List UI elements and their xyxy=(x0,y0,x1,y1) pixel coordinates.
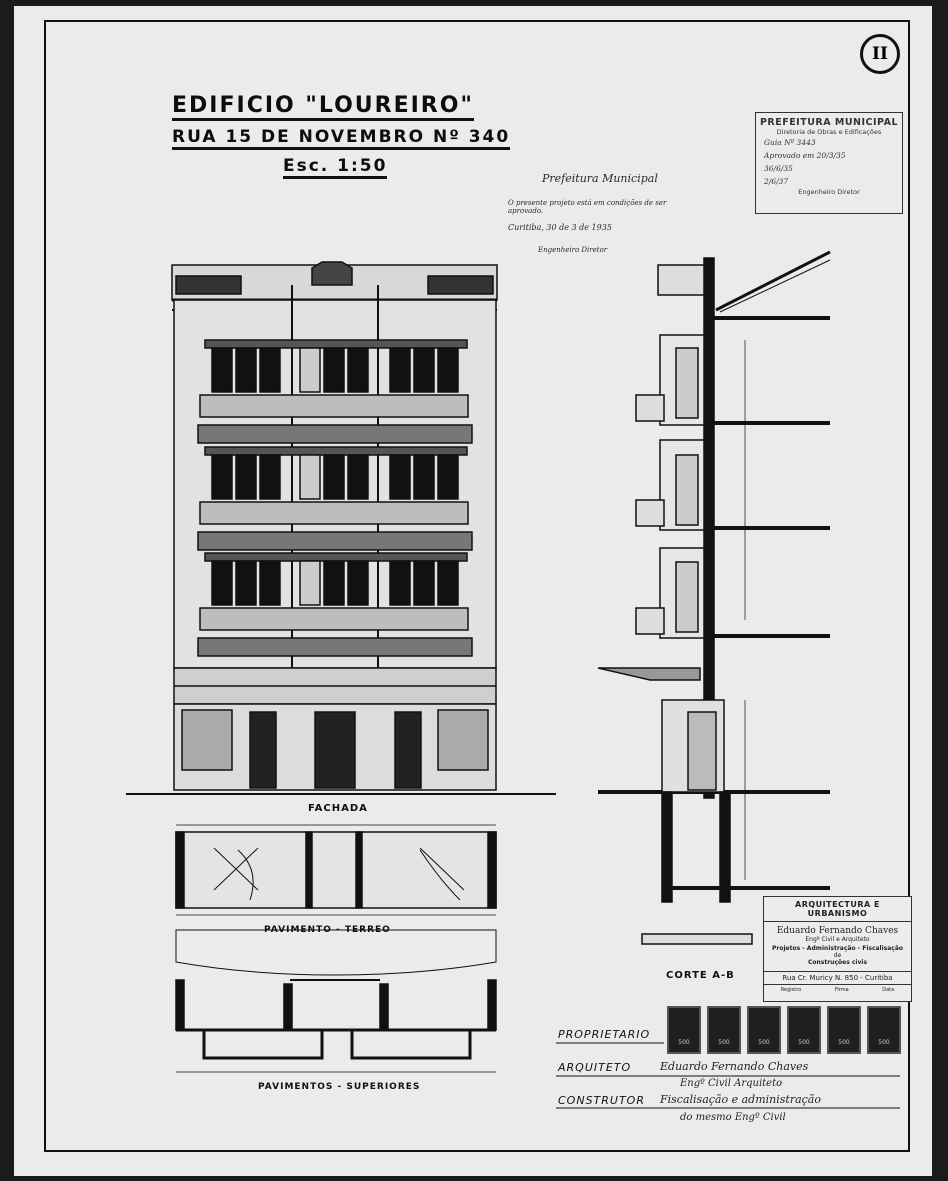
architect-role-label: ARQUITETO xyxy=(558,1061,632,1074)
approval-stamp-text: O presente projeto está em condições de ser aprovado. xyxy=(508,199,667,215)
ground-floor-plan xyxy=(176,825,496,975)
footer-field: Firma xyxy=(834,987,849,993)
tax-stamp: 500 xyxy=(707,1006,741,1054)
facade-elevation xyxy=(126,262,556,794)
floor-3 xyxy=(198,340,472,443)
municipal-stamp-entry: 36/6/35 xyxy=(764,164,793,173)
floor-2 xyxy=(198,447,472,550)
floor-1 xyxy=(198,553,472,656)
footer-field: Registro xyxy=(780,987,802,993)
tax-stamp: 500 xyxy=(827,1006,861,1054)
building-address: RUA 15 DE NOVEMBRO Nº 340 xyxy=(172,127,510,150)
municipal-stamp-entry: Aprovado em 20/3/35 xyxy=(764,151,846,160)
architect-stamp-footer xyxy=(764,984,911,993)
municipal-stamp-signatory: Engenheiro Diretor xyxy=(798,188,860,196)
architect-stamp-header: ARQUITECTURA E URBANISMO xyxy=(764,897,911,922)
tax-stamp: 500 xyxy=(667,1006,701,1054)
drawing-scale: Esc. 1:50 xyxy=(283,156,387,179)
approval-stamp-signatory: Engenheiro Diretor xyxy=(538,246,608,254)
municipal-stamp-entry: Guia Nº 3443 xyxy=(764,138,816,147)
architect-name: Eduardo Fernando Chaves xyxy=(776,926,899,936)
builder-role-label: CONSTRUTOR xyxy=(558,1094,645,1107)
architect-services-2: de xyxy=(833,952,842,959)
architect-signature: Eduardo Fernando Chaves xyxy=(660,1060,809,1073)
building-title: EDIFICIO "LOUREIRO" xyxy=(172,93,474,121)
architect-title: Engº Civil e Arquiteto xyxy=(805,936,870,943)
owner-role-label: PROPRIETARIO xyxy=(558,1028,651,1041)
municipal-stamp-entry: 2/6/37 xyxy=(764,177,789,186)
approval-stamp-date: Curitiba, 30 de 3 de 1935 xyxy=(508,223,612,232)
tax-stamp: 500 xyxy=(867,1006,901,1054)
footer-field: Data xyxy=(882,987,895,993)
sheet-number: II xyxy=(860,34,900,74)
section-label: CORTE A-B xyxy=(666,970,735,981)
section-drawing xyxy=(598,252,830,944)
tax-stamps xyxy=(667,1006,901,1054)
architect-address: Rua Cr. Muricy N. 850 - Curitiba xyxy=(764,971,911,982)
upper-floors-plan xyxy=(176,980,496,1072)
approval-stamp-header: Prefeitura Municipal xyxy=(542,172,658,185)
architect-signature-title: Engº Civil Arquiteto xyxy=(680,1078,783,1089)
municipal-stamp-header: PREFEITURA MUNICIPAL xyxy=(759,117,899,128)
architect-stamp xyxy=(763,896,912,1002)
tax-stamp: 500 xyxy=(787,1006,821,1054)
upper-floors-label: PAVIMENTOS - SUPERIORES xyxy=(258,1082,421,1092)
ground-floor-label: PAVIMENTO - TERREO xyxy=(264,925,391,935)
facade-label: FACHADA xyxy=(308,803,368,814)
municipal-stamp-department: Diretoria de Obras e Edificações xyxy=(776,128,882,136)
builder-signature: Fiscalisação e administração xyxy=(660,1093,821,1106)
architect-services: Projetos - Administração - Fiscalisação xyxy=(771,945,904,952)
builder-signature-title: do mesmo Engº Civil xyxy=(680,1112,786,1123)
architect-services-3: Construções civis xyxy=(807,959,868,966)
tax-stamp: 500 xyxy=(747,1006,781,1054)
